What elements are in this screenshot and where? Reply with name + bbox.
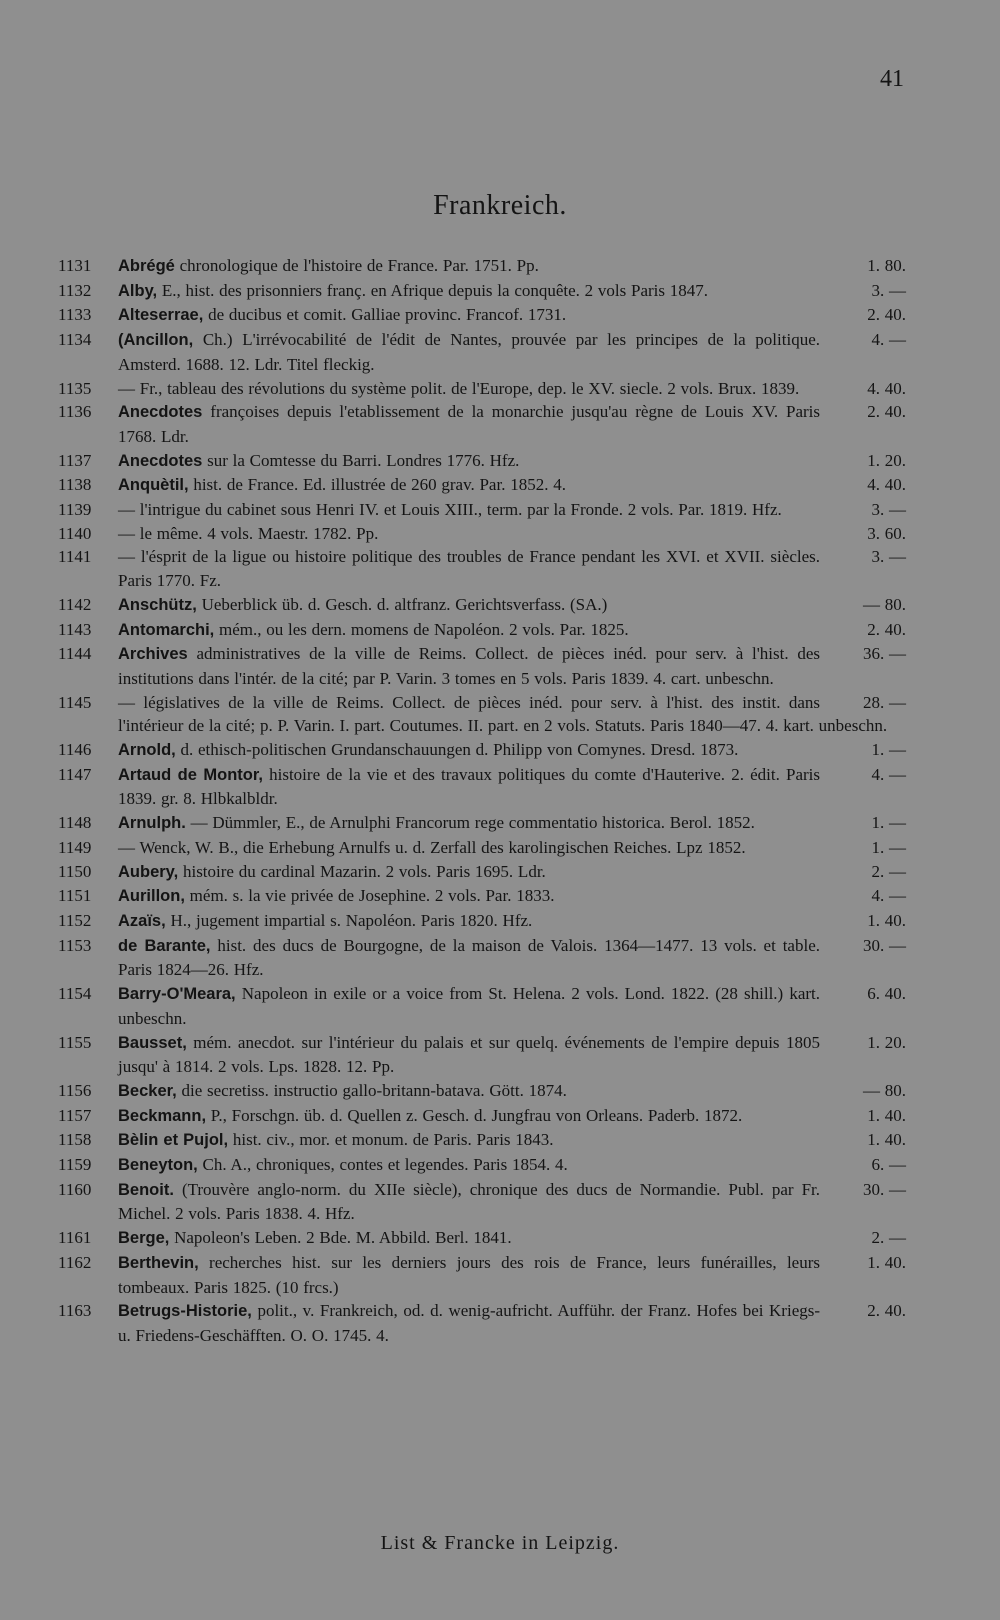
entry-number: 1154	[58, 984, 92, 1004]
entry-author: Anquètil,	[118, 476, 189, 495]
entry-description: d. ethisch-politischen Grundanschauungen d. Philipp von Comynes. Dresd. 1873.	[180, 740, 739, 760]
entry-number: 1136	[58, 402, 92, 422]
entry-number: 1157	[58, 1105, 92, 1125]
entry-description: Napoleon in exile or a voice from St. Helena. 2 vols. Lond. 1822. (28 shill.) kart. unbeschn.	[118, 984, 821, 1028]
entry-description: E., hist. des prisonniers franç. en Afrique depuis la conquête. 2 vols Paris 1847.	[161, 280, 709, 300]
entry-number: 1144	[58, 644, 92, 664]
entry-price: 2. —	[871, 1228, 906, 1248]
entry-description: polit., v. Frankreich, od. d. wenig-aufricht. Aufführ. der Franz. Hofes bei Kriegs- u. Friedens-Geschäfften. O. O. 1745. 4.	[118, 1301, 821, 1345]
entry-description: Ueberblick üb. d. Gesch. d. altfranz. Gerichtsverfass. (SA.)	[201, 594, 608, 614]
entry-price: 6. 40.	[867, 984, 906, 1004]
catalog-entry	[58, 934, 906, 982]
entry-number: 1137	[58, 450, 92, 470]
catalog-entry	[58, 1178, 906, 1226]
entry-description: — législatives de la ville de Reims. Collect. de pièces inéd. pour serv. à l'hist. des instit. dans l'intérieur de la cité; p. P. Varin. I. part. Coutumes. II. part. en 2 vols. Statuts. Paris 1840—47. 4. kart. unbeschn.	[118, 692, 888, 736]
entry-description: Ch. A., chroniques, contes et legendes. Paris 1854. 4.	[202, 1155, 568, 1175]
entry-price: 2. 40.	[867, 402, 906, 422]
catalog-entry	[58, 1104, 906, 1129]
entry-number: 1146	[58, 740, 92, 760]
entry-description: histoire du cardinal Mazarin. 2 vols. Paris 1695. Ldr.	[182, 861, 546, 881]
entry-description: histoire de la vie et des travaux politiques du comte d'Hauterive. 2. édit. Paris 1839. gr. 8. Hlbkalbldr.	[118, 764, 820, 809]
catalog-entry	[58, 303, 906, 328]
entry-number: 1140	[58, 523, 92, 543]
entry-number: 1150	[58, 861, 92, 881]
entry-number: 1156	[58, 1080, 92, 1100]
entry-description: — Dümmler, E., de Arnulphi Francorum rege commentatio historica. Berol. 1852.	[190, 813, 755, 833]
entry-price: 36. —	[863, 644, 906, 664]
entry-price: 1. 40.	[867, 1252, 906, 1272]
catalog-entry	[58, 1031, 906, 1079]
entry-number: 1133	[58, 305, 92, 325]
entry-author: Becker,	[118, 1081, 177, 1100]
entry-description: — le même. 4 vols. Maestr. 1782. Pp.	[118, 523, 379, 543]
entry-description: Ch.) L'irrévocabilité de l'édit de Nantes, prouvée par les principes de la politique. Amsterd. 1688. 12. Ldr. Titel fleckig.	[118, 330, 820, 374]
entry-author: Aubery,	[118, 862, 179, 881]
entry-author: Antomarchi,	[118, 620, 215, 639]
entry-author: Arnold,	[118, 741, 176, 760]
entry-number: 1161	[58, 1228, 92, 1248]
catalog-entry	[58, 328, 906, 376]
entry-description: hist. civ., mor. et monum. de Paris. Paris 1843.	[232, 1130, 554, 1150]
entry-author: Berge,	[118, 1229, 170, 1248]
entry-author: Benoit.	[118, 1180, 174, 1199]
catalog-entry	[58, 473, 906, 498]
entry-description: hist. des ducs de Bourgogne, de la maison de Valois. 1364—1477. 13 vols. et table. Paris 1824—26. Hfz.	[118, 935, 820, 980]
page-number: 41	[880, 66, 904, 92]
entry-price: 1. —	[871, 837, 906, 857]
entry-description: (Trouvère anglo-norm. du XIIe siècle), chronique des ducs de Normandie. Publ. par Fr. Michel. 2 vols. Paris 1838. 4. Hfz.	[118, 1179, 821, 1224]
entry-price: 4. 40.	[867, 475, 906, 495]
entry-price: 2. 40.	[867, 305, 906, 325]
catalog-entry	[58, 909, 906, 934]
entry-author: Aurillon,	[118, 887, 185, 906]
catalog-entry	[58, 860, 906, 885]
entry-author: Barry-O'Meara,	[118, 985, 236, 1004]
entry-price: 1. 40.	[867, 1105, 906, 1125]
entry-description: de ducibus et comit. Galliae provinc. Francof. 1731.	[208, 305, 567, 325]
catalog-entry	[58, 498, 906, 522]
entry-price: 1. —	[871, 813, 906, 833]
entry-number: 1142	[58, 594, 92, 614]
entry-number: 1148	[58, 813, 92, 833]
catalog-entry	[58, 982, 906, 1030]
catalog-entry	[58, 522, 906, 546]
catalog-entry	[58, 763, 906, 811]
entry-number: 1132	[58, 280, 92, 300]
entry-author: Azaïs,	[118, 911, 166, 930]
entry-description: — Wenck, W. B., die Erhebung Arnulfs u. d. Zerfall des karolingischen Reiches. Lpz 1852.	[118, 837, 746, 857]
entry-price: 3. —	[871, 280, 906, 300]
entry-price: 2. 40.	[867, 619, 906, 639]
catalog-entry	[58, 400, 906, 448]
catalog-entry	[58, 1251, 906, 1299]
entry-description: mém. s. la vie privée de Josephine. 2 vols. Par. 1833.	[189, 886, 555, 906]
entry-price: 1. 40.	[867, 910, 906, 930]
entry-number: 1141	[58, 547, 92, 567]
entry-price: 4. —	[871, 764, 906, 784]
entry-author: Abrégé	[118, 257, 175, 275]
entry-price: 1. 20.	[867, 450, 906, 470]
entry-number: 1139	[58, 500, 92, 520]
entry-description: chronologique de l'histoire de France. Par. 1751. Pp.	[179, 256, 539, 275]
catalog-entry	[58, 593, 906, 618]
catalog-entry	[58, 642, 906, 690]
catalog-entry	[58, 1128, 906, 1153]
entry-price: 2. —	[871, 861, 906, 881]
catalog-entry	[58, 618, 906, 643]
entry-author: Artaud de Montor,	[118, 765, 263, 784]
entry-description: — Fr., tableau des révolutions du système polit. de l'Europe, dep. le XV. siecle. 2 vols. Brux. 1839.	[118, 378, 800, 398]
entry-price: 1. 40.	[867, 1130, 906, 1150]
entry-number: 1145	[58, 692, 92, 712]
entry-description: françoises depuis l'etablissement de la monarchie jusqu'au règne de Louis XV. Paris 1768. Ldr.	[118, 402, 821, 446]
entry-description: — l'intrigue du cabinet sous Henri IV. et Louis XIII., term. par la Fronde. 2 vols. Par. 1819. Hfz.	[118, 500, 782, 520]
entry-price: 2. 40.	[867, 1301, 906, 1321]
entry-description: mém., ou les dern. momens de Napoléon. 2 vols. Par. 1825.	[219, 619, 629, 639]
entry-number: 1135	[58, 378, 92, 398]
entry-author: de Barante,	[118, 936, 211, 955]
entry-description: mém. anecdot. sur l'intérieur du palais et sur quelq. événements de l'empire depuis 1805 jusqu' à 1814. 2 vols. Lps. 1828. 12. Pp.	[118, 1032, 820, 1077]
entry-number: 1151	[58, 886, 92, 906]
entry-price: 6. —	[871, 1155, 906, 1175]
entry-price: 3. —	[871, 547, 906, 567]
entry-price: 1. 80.	[867, 256, 906, 275]
entry-author: Archives	[118, 645, 188, 664]
entry-number: 1155	[58, 1032, 92, 1052]
entry-description: P., Forschgn. üb. d. Quellen z. Gesch. d. Jungfrau von Orleans. Paderb. 1872.	[210, 1105, 743, 1125]
entry-number: 1147	[58, 764, 92, 784]
catalog-entry	[58, 738, 906, 763]
entry-price: 30. —	[863, 935, 906, 955]
entry-description: Napoleon's Leben. 2 Bde. M. Abbild. Berl. 1841.	[174, 1228, 512, 1248]
entry-author: Alby,	[118, 281, 158, 300]
catalog-entry	[58, 1153, 906, 1178]
entry-author: Alteserrae,	[118, 306, 204, 325]
entry-author: Anschütz,	[118, 595, 197, 614]
catalog-entry	[58, 1299, 906, 1347]
entry-number: 1159	[58, 1155, 92, 1175]
entry-price: 4. 40.	[867, 378, 906, 398]
entry-number: 1131	[58, 256, 92, 275]
catalog-entry	[58, 279, 906, 304]
entry-author: Berthevin,	[118, 1253, 199, 1272]
entry-author: Bausset,	[118, 1033, 187, 1052]
entry-description: recherches hist. sur les derniers jours des rois de France, leurs funérailles, leurs tombeaux. Paris 1825. (10 frcs.)	[118, 1252, 820, 1297]
entry-number: 1153	[58, 935, 92, 955]
entry-author: Anecdotes	[118, 403, 203, 422]
entry-price: — 80.	[863, 1080, 906, 1100]
entry-price: 1. 20.	[867, 1032, 906, 1052]
catalog-entry	[58, 254, 906, 279]
entry-number: 1138	[58, 475, 92, 495]
entry-author: Bèlin et Pujol,	[118, 1131, 229, 1150]
entry-author: Anecdotes	[118, 451, 203, 470]
entry-author: (Ancillon,	[118, 331, 194, 350]
entry-price: 3. 60.	[867, 523, 906, 543]
catalog-entry	[58, 884, 906, 909]
catalog-entry-list	[58, 254, 906, 1348]
entry-author: Beckmann,	[118, 1106, 207, 1125]
entry-description: H., jugement impartial s. Napoléon. Paris 1820. Hfz.	[170, 910, 533, 930]
catalog-entry	[58, 545, 906, 592]
entry-number: 1163	[58, 1301, 92, 1321]
entry-number: 1143	[58, 619, 92, 639]
catalog-entry	[58, 836, 906, 860]
catalog-entry	[58, 811, 906, 836]
entry-description: die secretiss. instructio gallo-britann-batava. Gött. 1874.	[181, 1080, 567, 1100]
entry-price: 28. —	[863, 692, 906, 712]
catalog-entry	[58, 1226, 906, 1251]
publisher-footer: List & Francke in Leipzig.	[380, 1532, 620, 1554]
entry-number: 1149	[58, 837, 92, 857]
entry-number: 1134	[58, 330, 92, 350]
entry-price: 4. —	[871, 330, 906, 350]
catalog-entry	[58, 691, 906, 738]
entry-number: 1152	[58, 910, 92, 930]
entry-description: sur la Comtesse du Barri. Londres 1776. Hfz.	[207, 450, 520, 470]
entry-number: 1160	[58, 1179, 92, 1199]
entry-author: Arnulph.	[118, 814, 186, 833]
entry-price: 3. —	[871, 500, 906, 520]
entry-price: 30. —	[863, 1179, 906, 1199]
entry-author: Betrugs-Historie,	[118, 1302, 252, 1321]
entry-number: 1158	[58, 1130, 92, 1150]
entry-price: — 80.	[863, 594, 906, 614]
entry-description: — l'ésprit de la ligue ou histoire politique des troubles de France pendant les XVI. et XVII. siècles. Paris 1770. Fz.	[118, 547, 820, 591]
section-heading: Frankreich.	[433, 190, 567, 221]
catalog-entry	[58, 1079, 906, 1104]
entry-price: 1. —	[871, 740, 906, 760]
entry-description: administratives de la ville de Reims. Collect. de pièces inéd. pour serv. à l'hist. des institutions dans l'intér. de la cité; par P. Varin. 3 tomes en 5 vols. Paris 1839. 4. cart. unbeschn.	[118, 644, 821, 688]
catalog-entry	[58, 377, 906, 401]
entry-description: hist. de France. Ed. illustrée de 260 grav. Par. 1852. 4.	[193, 475, 566, 495]
entry-price: 4. —	[871, 886, 906, 906]
entry-number: 1162	[58, 1252, 92, 1272]
entry-author: Beneyton,	[118, 1156, 198, 1175]
catalog-entry	[58, 449, 906, 474]
